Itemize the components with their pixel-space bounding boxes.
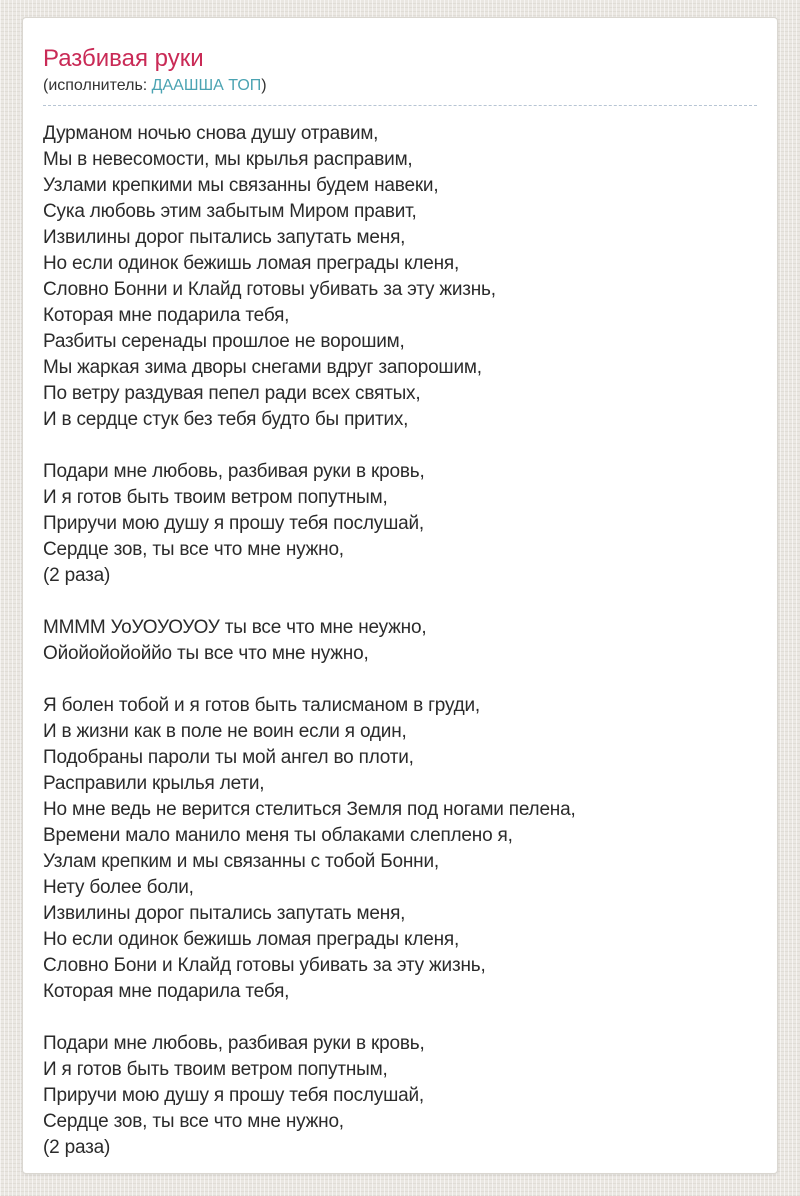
lyric-line: Которая мне подарила тебя, bbox=[43, 305, 290, 326]
lyric-line: Времени мало манило меня ты облаками слеплено я, bbox=[43, 825, 513, 846]
lyric-line: И в жизни как в поле не воин если я один, bbox=[43, 721, 407, 742]
lyric-line: Сердце зов, ты все что мне нужно, bbox=[43, 539, 344, 560]
song-title: Разбивая руки bbox=[43, 45, 204, 72]
lyric-line: МММM УоУОУОУОУ ты все что мне неужно, bbox=[43, 617, 427, 638]
lyric-line: Которая мне подарила тебя, bbox=[43, 981, 290, 1002]
lyric-line: Подобраны пароли ты мой ангел во плоти, bbox=[43, 747, 414, 768]
lyric-line: И в сердце стук без тебя будто бы притих, bbox=[43, 409, 409, 430]
artist-label-suffix: ) bbox=[261, 77, 267, 94]
artist-label-prefix: (исполнитель: bbox=[43, 77, 152, 94]
lyric-line: Приручи мою душу я прошу тебя послушай, bbox=[43, 1085, 424, 1106]
stanza bbox=[43, 121, 757, 433]
lyric-line: (2 раза) bbox=[43, 1137, 111, 1158]
lyric-line: (2 раза) bbox=[43, 565, 111, 586]
lyric-line: Нету более боли, bbox=[43, 877, 194, 898]
stanza bbox=[43, 459, 757, 589]
lyrics bbox=[43, 121, 757, 1161]
lyric-line: Словно Бонни и Клайд готовы убивать за эту жизнь, bbox=[43, 279, 496, 300]
artist-line bbox=[43, 76, 757, 106]
artist-link[interactable]: ДААШША ТОП bbox=[151, 77, 262, 94]
lyric-line: Узлам крепким и мы связанны с тобой Бонни, bbox=[43, 851, 439, 872]
stanza bbox=[43, 615, 757, 667]
lyric-line: Я болен тобой и я готов быть талисманом в груди, bbox=[43, 695, 481, 716]
lyric-line: И я готов быть твоим ветром попутным, bbox=[43, 487, 388, 508]
lyric-line: Сердце зов, ты все что мне нужно, bbox=[43, 1111, 344, 1132]
lyric-line: Узлами крепкими мы связанны будем навеки, bbox=[43, 175, 439, 196]
lyric-line: Но если одинок бежишь ломая преграды кленя, bbox=[43, 929, 460, 950]
lyric-line: Но мне ведь не верится стелиться Земля под ногами пелена, bbox=[43, 799, 576, 820]
lyric-line: Словно Бони и Клайд готовы убивать за эту жизнь, bbox=[43, 955, 486, 976]
lyric-line: Ойойойойоййо ты все что мне нужно, bbox=[43, 643, 369, 664]
lyric-line: Подари мне любовь, разбивая руки в кровь, bbox=[43, 1033, 425, 1054]
lyric-line: Подари мне любовь, разбивая руки в кровь, bbox=[43, 461, 425, 482]
stanza bbox=[43, 1031, 757, 1161]
lyric-line: Извилины дорог пытались запутать меня, bbox=[43, 903, 406, 924]
lyric-line: Но если одинок бежишь ломая преграды кленя, bbox=[43, 253, 460, 274]
lyrics-card bbox=[22, 17, 778, 1174]
lyric-line: Сука любовь этим забытым Миром правит, bbox=[43, 201, 417, 222]
lyric-line: Расправили крылья лети, bbox=[43, 773, 265, 794]
lyric-line: Мы жаркая зима дворы снегами вдруг запорошим, bbox=[43, 357, 482, 378]
lyric-line: По ветру раздувая пепел ради всех святых, bbox=[43, 383, 421, 404]
lyric-line: И я готов быть твоим ветром попутным, bbox=[43, 1059, 388, 1080]
lyric-line: Извилины дорог пытались запутать меня, bbox=[43, 227, 406, 248]
lyric-line: Мы в невесомости, мы крылья расправим, bbox=[43, 149, 413, 170]
lyric-line: Приручи мою душу я прошу тебя послушай, bbox=[43, 513, 424, 534]
stanza bbox=[43, 693, 757, 1005]
lyric-line: Дурманом ночью снова душу отравим, bbox=[43, 123, 379, 144]
lyric-line: Разбиты серенады прошлое не ворошим, bbox=[43, 331, 405, 352]
